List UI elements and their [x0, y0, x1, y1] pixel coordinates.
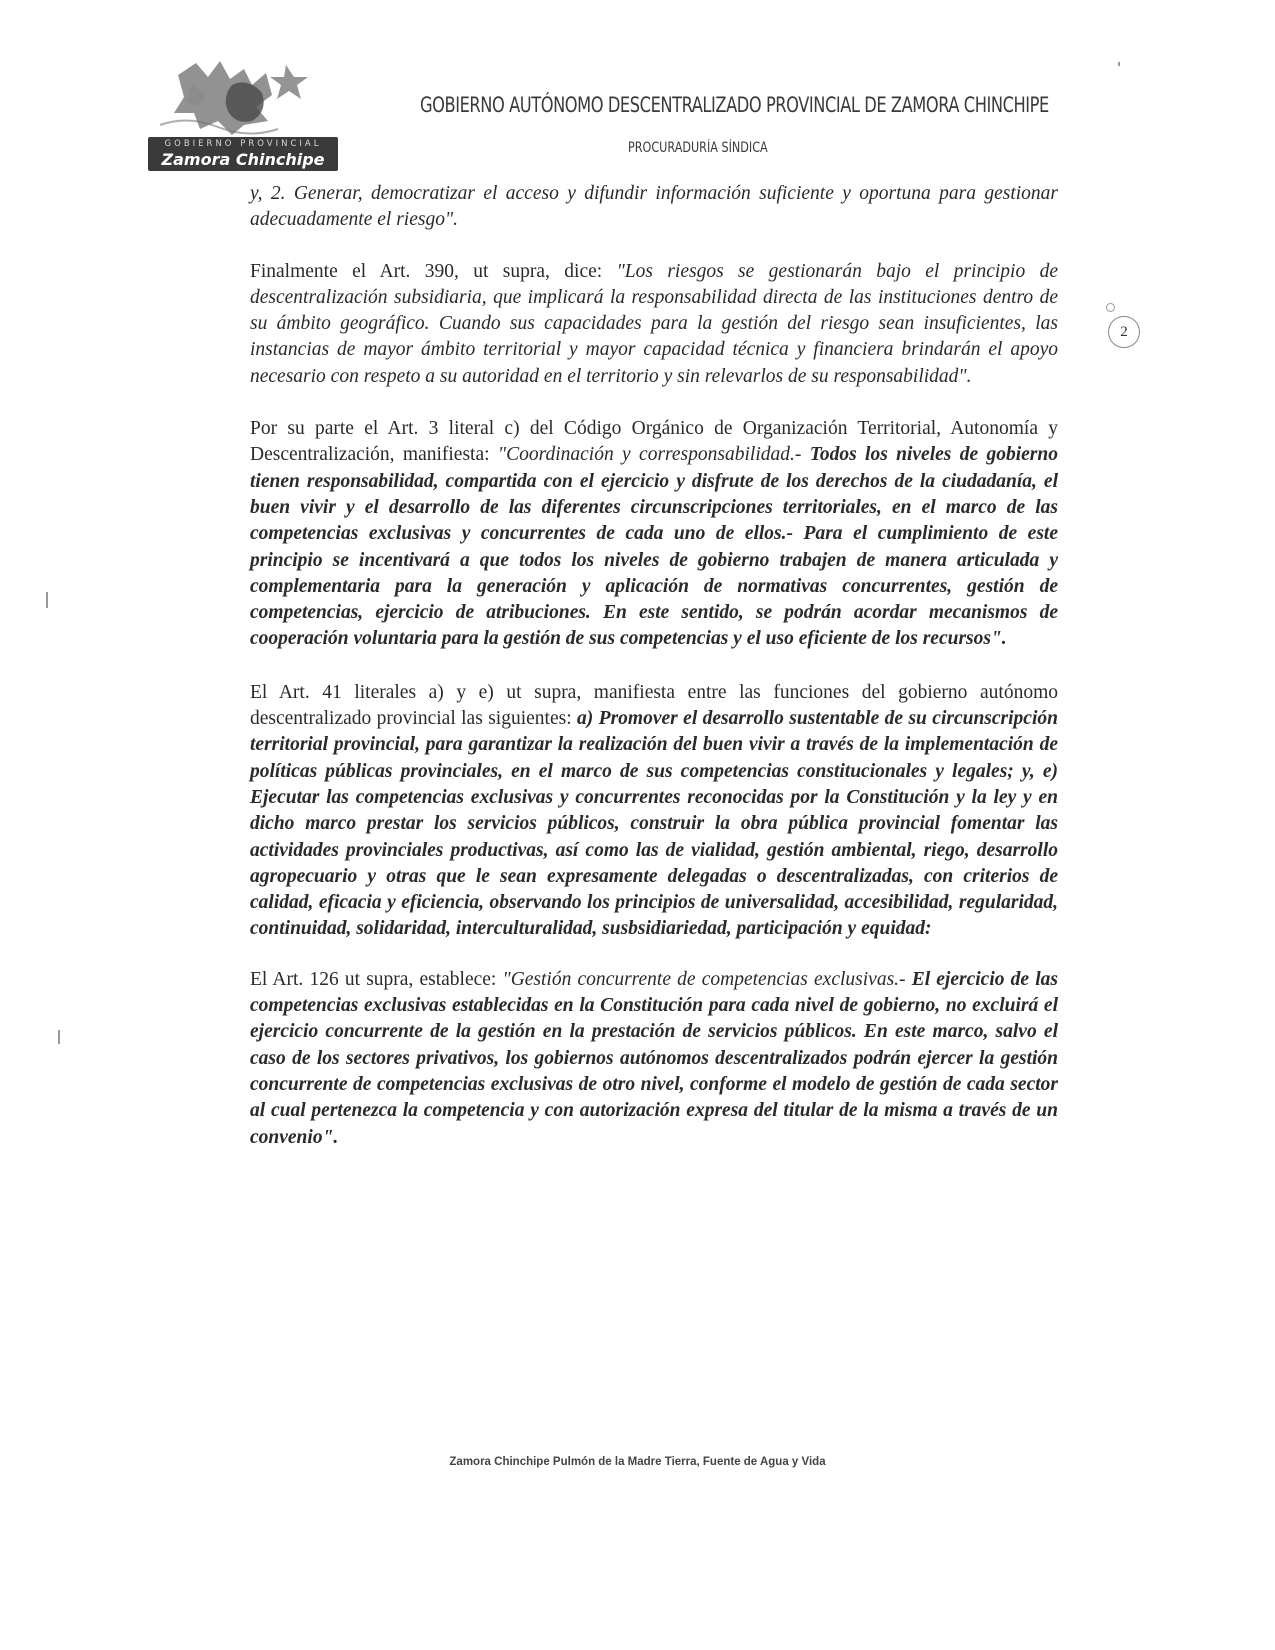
paragraph-5-intro: El Art. 126 ut supra, establece: [250, 968, 503, 990]
provincial-logo [148, 55, 338, 170]
paragraph-1: y, 2. Generar, democratizar el acceso y difundir información suficiente y oportuna para gestionar adecuadamente el riesgo". [250, 183, 1058, 231]
logo-line2: Zamora Chinchipe [161, 150, 325, 169]
paragraph-5-quote: El ejercicio de las competencias exclusivas establecidas en la Constitución para cada nivel de gobierno, no excluirá el ejercicio concurrente de la gestión en la prestación de servicios públicos. En este marco, salvo el caso de los sectores privativos, los gobiernos autónomos descentralizados podrán ejercer la gestión concurrente de competencias exclusivas de otro nivel, conforme el modelo de gestión de cada sector al cual pertenezca la competencia y con autorización expresa del titular de la misma a través de un convenio". [250, 968, 1058, 1148]
scan-mark [58, 1030, 60, 1044]
paragraph-3-quote-heading: "Coordinación y corresponsabilidad.- [497, 444, 802, 466]
paragraph-4-quote: a) Promover el desarrollo sustentable de su circunscripción territorial provincial, para garantizar la realización del buen vivir a través de la implementación de políticas públicas provinciales, en el marco de sus competencias constitucionales y legales; y, e) Ejecutar las competencias exclusivas y concurrentes reconocidas por la Constitución y la ley y en dicho marco prestar los servicios públicos, construir la obra pública provincial fomentar las actividades provinciales productivas, así como las de vialidad, gestión ambiental, riego, desarrollo agropecuario y otras que le sean expresamente delegadas o descentralizadas, con criterios de calidad, eficacia y eficiencia, observando los principios de universalidad, accesibilidad, regularidad, continuidad, solidaridad, interculturalidad, susbsidiariedad, participación y equidad: [250, 708, 1058, 940]
logo-name-band [148, 137, 338, 171]
organization-title: GOBIERNO AUTÓNOMO DESCENTRALIZADO PROVINCIAL DE ZAMORA CHINCHIPE [420, 93, 1049, 117]
page-number-dot-icon [1106, 303, 1115, 312]
paragraph-4 [250, 680, 1058, 943]
paragraph-4-intro: El Art. 41 literales a) y e) ut supra, manifiesta entre las funciones del gobierno autónomo descentralizado provincial las siguientes: [250, 681, 1058, 730]
footer-slogan: Zamora Chinchipe Pulmón de la Madre Tierra, Fuente de Agua y Vida [449, 1456, 826, 1468]
paragraph-2 [250, 259, 1058, 390]
paragraph-5 [250, 967, 1058, 1151]
logo-line1: GOBIERNO PROVINCIAL [164, 139, 322, 149]
paragraph-3-intro: Por su parte el Art. 3 literal c) del Código Orgánico de Organización Territorial, Autonomía y Descentralización, manifiesta: [250, 418, 1058, 466]
scan-mark [46, 592, 48, 608]
page-number: 2 [1108, 316, 1140, 348]
document-body [250, 181, 1058, 1151]
department-subtitle: PROCURADURÍA SÍNDICA [628, 140, 768, 156]
paragraph-2-quote: "Los riesgos se gestionarán bajo el principio de descentralización subsidiaria, que implicará la responsabilidad directa de las instituciones dentro de su ámbito geográfico. Cuando sus capacidades para la gestión del riesgo sean insuficientes, las instancias de mayor ámbito territorial y mayor capacidad técnica y financiera brindarán el apoyo necesario con respeto a su autoridad en el territorio y sin relevarlos de su responsabilidad". [250, 260, 1058, 387]
scan-mark [1118, 62, 1120, 66]
paragraph-3-quote: Todos los niveles de gobierno tienen responsabilidad, compartida con el ejercicio y disfrute de los derechos de la ciudadanía, el buen vivir y el desarrollo de las diferentes circunscripciones territoriales, en el marco de las competencias exclusivas y concurrentes de cada uno de ellos.- Para el cumplimiento de este principio se incentivará a que todos los niveles de gobierno trabajen de manera articulada y complementaria para la generación y aplicación de normativas concurrentes, gestión de competencias, ejercicio de atribuciones. En este sentido, se podrán acordar mecanismos de cooperación voluntaria para la gestión de sus competencias y el uso eficiente de los recursos". [250, 444, 1058, 650]
paragraph-3 [250, 416, 1058, 653]
logo-emblem-icon [148, 55, 338, 137]
paragraph-5-quote-heading: "Gestión concurrente de competencias exclusivas.- [502, 968, 906, 990]
paragraph-2-intro: Finalmente el Art. 390, ut supra, dice: [250, 260, 617, 282]
